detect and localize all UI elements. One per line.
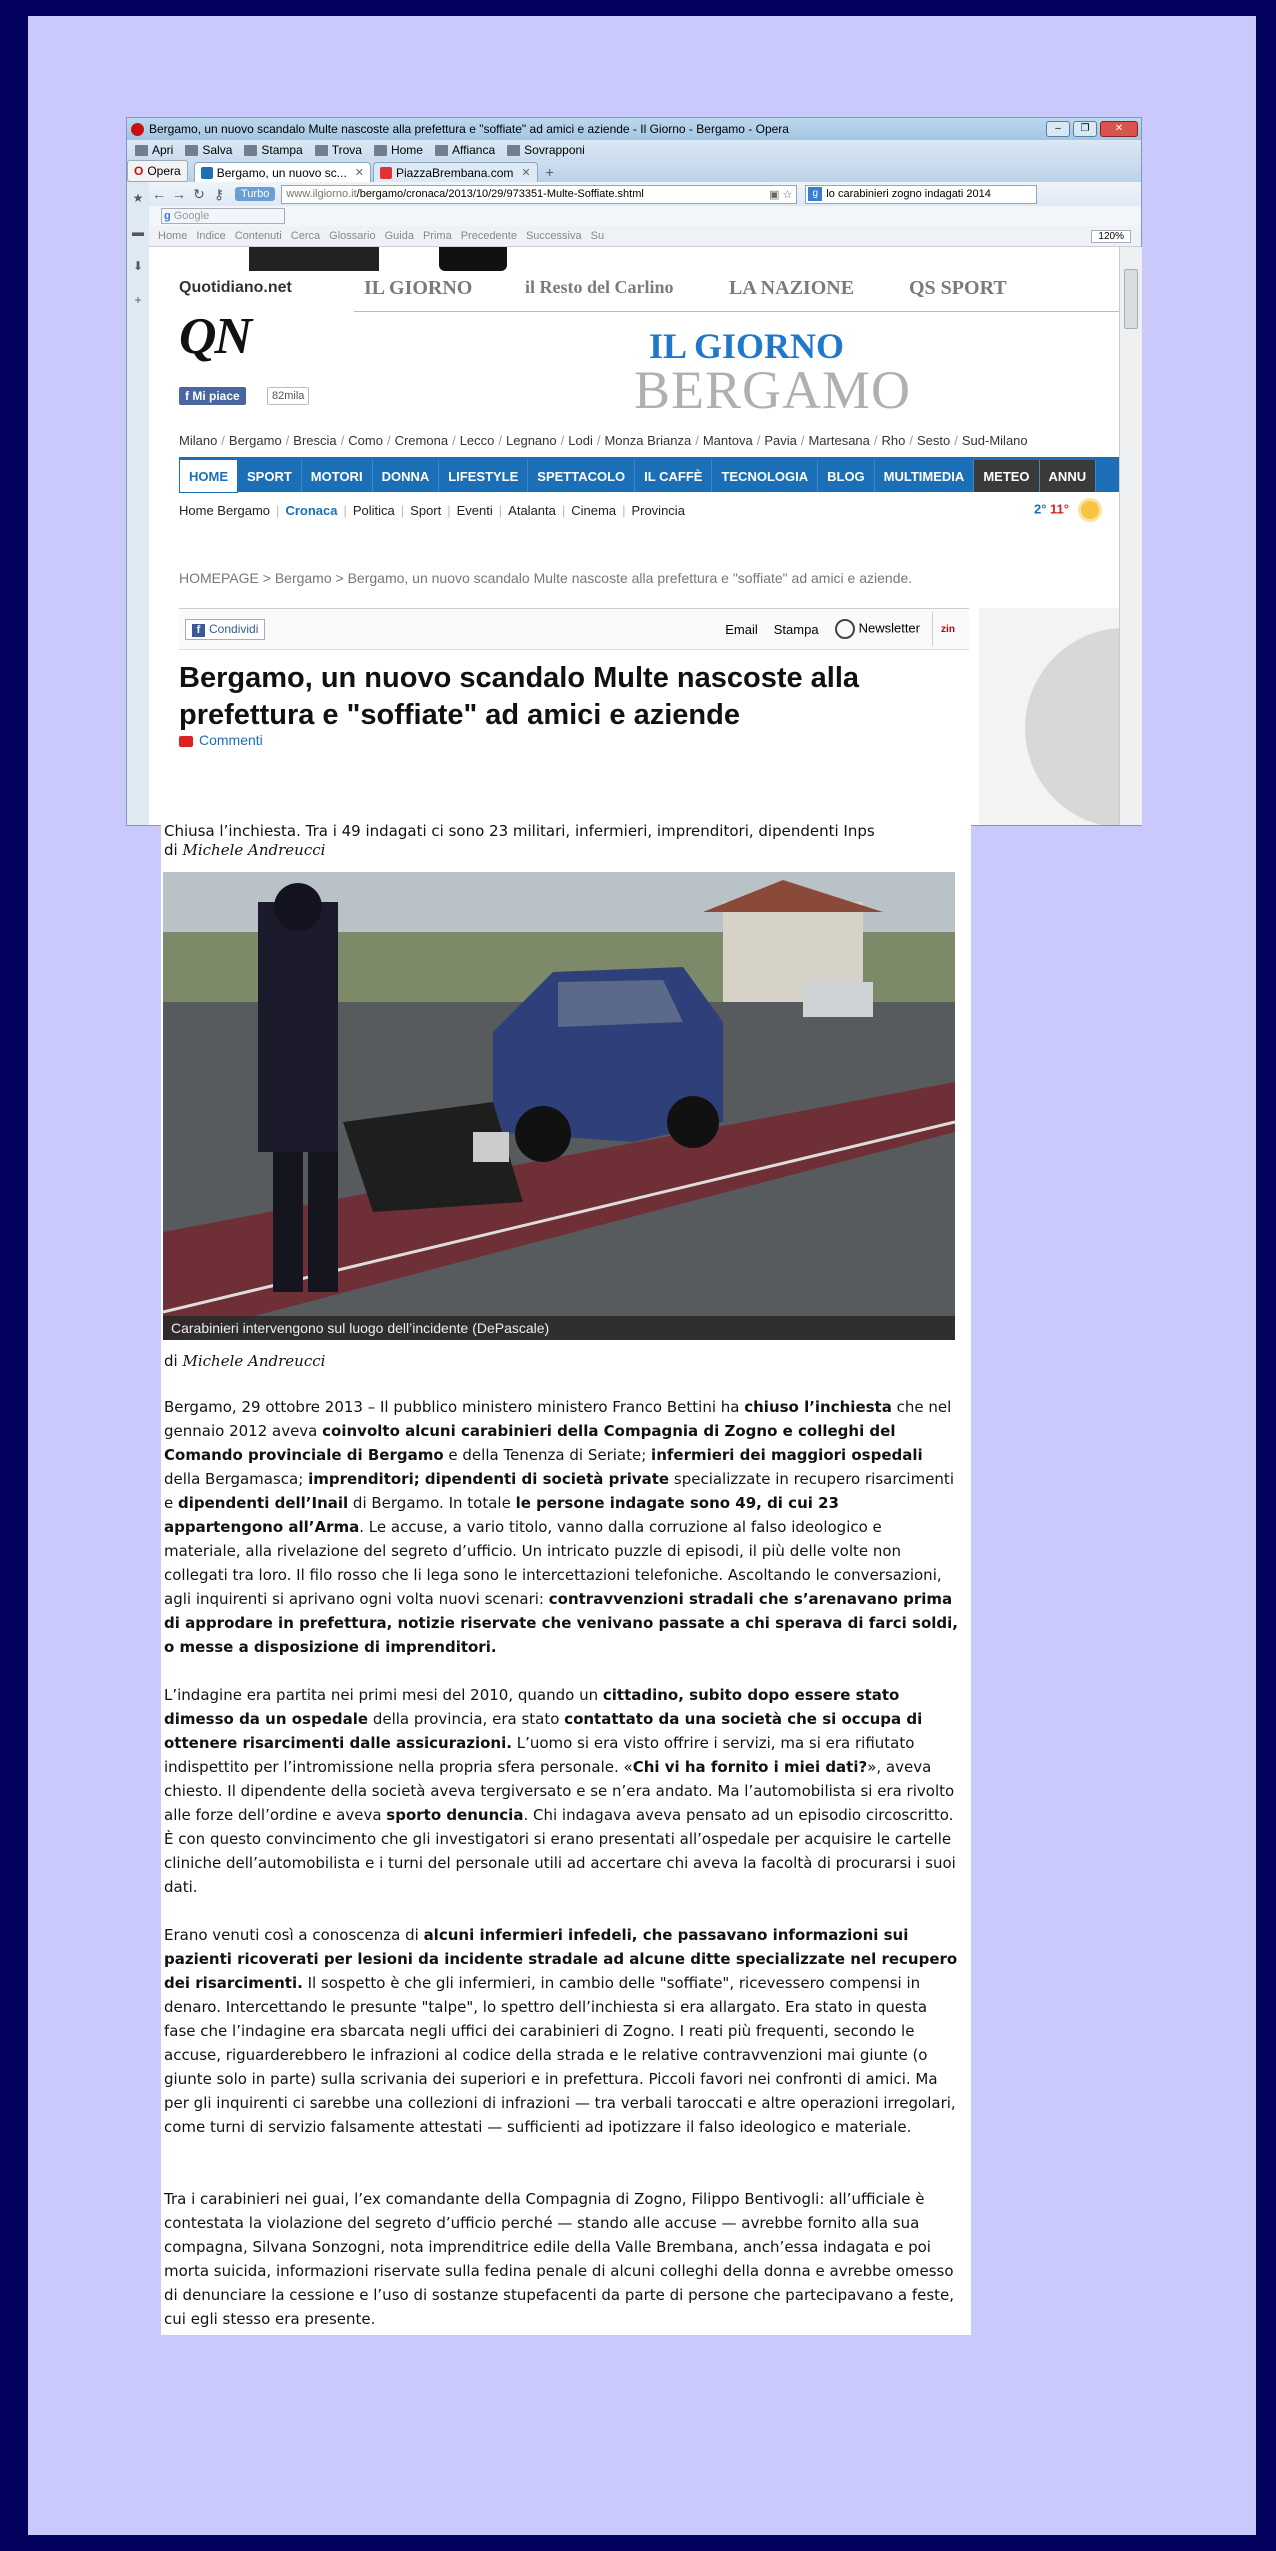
url-path: /bergamo/cronaca/2013/10/29/973351-Multe-Soffiate.shtml	[356, 188, 644, 200]
brand-nazione[interactable]: LA NAZIONE	[729, 277, 855, 299]
comments-link[interactable]	[179, 732, 263, 748]
subnav-cinema[interactable]: Cinema	[571, 502, 617, 518]
city-link[interactable]: Cremona	[394, 433, 449, 448]
breadcrumb[interactable]: HOMEPAGE > Bergamo > Bergamo, un nuovo scandalo Multe nascoste alla prefettura e "soffiate" ad amici e aziende.	[179, 570, 913, 586]
city-link[interactable]: Legnano	[506, 433, 557, 448]
navigation-links-bar	[149, 226, 1141, 247]
menu-label: Trova	[331, 143, 362, 157]
window-title: Bergamo, un nuovo scandalo Multe nascoste alla prefettura e "soffiate" ad amici e aziende - Il Giorno - Bergamo - Opera	[149, 122, 789, 136]
menu-apri[interactable]	[135, 143, 173, 157]
url-field[interactable]	[281, 185, 797, 204]
nav-link-home[interactable]: Home	[158, 230, 188, 242]
subnav-politica[interactable]: Politica	[352, 502, 395, 518]
text-run: che nel gennaio 2012 aveva	[164, 1398, 952, 1440]
reload-icon[interactable]: ↻	[193, 185, 205, 202]
share-button[interactable]	[185, 619, 265, 640]
google-g-icon: g	[164, 210, 171, 222]
facebook-like-button[interactable]	[179, 387, 246, 405]
title-bar	[127, 118, 1141, 140]
subnav-home-bergamo[interactable]: Home Bergamo	[179, 502, 271, 518]
like-label: Mi piace	[192, 389, 240, 403]
accident-scene-image	[163, 872, 955, 1340]
like-count: 82mila	[267, 387, 309, 405]
tile-icon	[435, 145, 448, 156]
page-viewport	[149, 247, 1119, 825]
search-value: lo carabinieri zogno indagati 2014	[826, 188, 991, 200]
tab-label: Bergamo, un nuovo sc...	[216, 165, 347, 180]
bold-text: contattato da una società che si occupa di ottenere risarcimenti dalle assicurazioni.	[164, 1710, 923, 1752]
tab-piazzabrembana[interactable]	[373, 162, 538, 182]
city-link[interactable]: Como	[348, 433, 383, 448]
nav-link-contenuti[interactable]: Contenuti	[234, 230, 282, 242]
menu-salva[interactable]	[185, 143, 232, 157]
masthead-divider	[354, 311, 1119, 312]
minimize-button[interactable]: –	[1046, 121, 1070, 137]
section-nav: Home Bergamo | Cronaca | Politica | Sport | Eventi | Atalanta | Cinema | Provincia 2° 11°	[179, 501, 1119, 519]
nav-meteo[interactable]: METEO	[974, 460, 1039, 492]
tab-bar	[127, 160, 1141, 182]
by-label: di	[164, 841, 178, 859]
city-link[interactable]: Brescia	[293, 433, 337, 448]
text-run: », aveva chiesto. Il dipendente della società aveva tergiversato e se n’era andato. Ma l’automobilista si era rivolto alle forze dell’ordine e aveva	[164, 1758, 955, 1824]
article-title: Bergamo, un nuovo scandalo Multe nascoste alla prefettura e "soffiate" ad amici e aziende	[179, 662, 860, 731]
piazzabrembana-favicon-icon	[380, 167, 392, 179]
city-link[interactable]: Monza Brianza	[604, 433, 692, 448]
zin-button[interactable]: zin	[932, 612, 963, 646]
brand-ilgiorno[interactable]: IL GIORNO	[364, 277, 473, 299]
quotidiano-logo[interactable]: Quotidiano.net	[179, 279, 292, 296]
subnav-cronaca[interactable]: Cronaca	[285, 502, 338, 518]
key-icon[interactable]: ⚷	[213, 185, 225, 202]
city-link[interactable]: Sud-Milano	[961, 433, 1028, 448]
folder-icon	[135, 145, 148, 156]
menu-label: Salva	[202, 143, 233, 157]
tab-close-icon[interactable]: ✕	[521, 167, 531, 179]
text-run: . Chi indagava aveva pensato ad un episodio circoscritto. È con questo convincimento che gli investigatori si erano presentati all’ospedale per acquisire le cartelle cliniche dell’automobilista e i turni del personale utili ad accertare chi aveva la facoltà di procurarsi i suoi dati.	[164, 1806, 956, 1896]
bold-text: le persone indagate sono 49, di cui 23 appartengono all’Arma	[164, 1494, 839, 1536]
main-nav	[179, 457, 1119, 492]
text-run: di Bergamo. In totale	[348, 1494, 516, 1512]
side-panel	[127, 182, 150, 825]
google-search-field[interactable]	[161, 208, 285, 224]
bold-text: imprenditori; dipendenti di società private	[308, 1470, 670, 1488]
cascade-icon	[507, 145, 520, 156]
address-bar	[149, 182, 1141, 206]
city-link[interactable]: Lecco	[459, 433, 495, 448]
newsletter-label: Newsletter	[858, 620, 920, 636]
weather-widget[interactable]	[1034, 501, 1099, 519]
byline	[164, 1352, 325, 1370]
opera-menu-button[interactable]	[127, 160, 188, 182]
ilgiorno-favicon-icon	[201, 167, 213, 179]
text-run: . Le accuse, a vario titolo, vanno dalla corruzione al falso ideologico e materiale, alla rivelazione del segreto d’ufficio. Un intricato puzzle di episodi, il più delle volte non collegati tra loro. Il filo rosso che li lega sono le intercettazioni telefoniche. Ascoltando le conversazioni, agli inquirenti si aprivano ogni volta nuovi scenari:	[164, 1518, 942, 1608]
city-link[interactable]: Milano	[179, 433, 218, 448]
comments-label: Commenti	[199, 732, 263, 748]
nav-link-su[interactable]: Su	[590, 230, 605, 242]
nav-link-prima[interactable]: Prima	[422, 230, 452, 242]
email-link[interactable]: Email	[725, 621, 758, 637]
text-run: L’uomo si era visto offrire i servizi, ma si era rifiutato indispettito per l’intromissione nella propria sfera personale. «	[164, 1734, 915, 1776]
menu-label: Apri	[152, 143, 174, 157]
brand-qssport[interactable]: QS SPORT	[909, 277, 1007, 299]
google-toolbar	[149, 206, 1141, 226]
menu-bar	[127, 140, 1141, 160]
bold-text: chiuso l’inchiesta	[744, 1398, 892, 1416]
by-label: di	[164, 1352, 178, 1370]
nav-link-indice[interactable]: Indice	[196, 230, 226, 242]
save-icon	[185, 145, 198, 156]
opera-o-icon: O	[134, 164, 144, 178]
cities-nav: Milano / Bergamo / Brescia / Como / Cremona / Lecco / Legnano / Lodi / Monza Brianza / Mantova / Pavia / Martesana / Rho / Sesto / Sud-Milano	[179, 433, 1028, 448]
bold-text: Chi vi ha fornito i miei dati?	[632, 1758, 868, 1776]
ad-graphic	[1025, 628, 1119, 825]
text-run: e della Tenenza di Seriate;	[443, 1446, 652, 1464]
paragraph-3	[164, 1923, 959, 2139]
menu-label: Home	[390, 143, 423, 157]
menu-label: Affianca	[451, 143, 496, 157]
top-banner-image	[439, 247, 507, 271]
menu-label: Stampa	[261, 143, 303, 157]
tab-close-icon[interactable]: ✕	[354, 167, 364, 179]
photo-caption: Carabinieri intervengono sul luogo dell’incidente (DePascale)	[163, 1316, 955, 1340]
bold-text: cittadino, subito dopo essere stato dimesso da un ospedale	[164, 1686, 900, 1728]
city-link[interactable]: Lodi	[568, 433, 593, 448]
lead-text: Chiusa l’inchiesta. Tra i 49 indagati ci sono 23 militari, infermieri, imprenditori, dipendenti Inps	[164, 822, 875, 840]
home-icon	[374, 145, 387, 156]
bookmark-star-icon[interactable]: ▣ ☆	[769, 188, 793, 201]
clock-icon	[835, 619, 855, 639]
opera-logo-icon	[131, 123, 144, 136]
top-banner-image	[249, 247, 379, 271]
forward-arrow-icon[interactable]: →	[172, 186, 186, 202]
restore-button[interactable]: ❐	[1073, 121, 1097, 137]
google-icon: g	[808, 187, 822, 201]
url-domain: www.ilgiorno.it	[286, 188, 357, 200]
share-label: Condividi	[209, 621, 259, 636]
text-run: L’indagine era partita nei primi mesi del 2010, quando un	[164, 1686, 603, 1704]
nav-spettacolo[interactable]: SPETTACOLO	[528, 460, 635, 492]
browser-window	[127, 118, 1141, 825]
menu-stampa[interactable]	[244, 143, 302, 157]
bold-text: sporto denuncia	[386, 1806, 524, 1824]
text-run: Tra i carabinieri nei guai, l’ex comandante della Compagnia di Zogno, Filippo Bentivogli: all’ufficiale è contestata la violazione del segreto d’ufficio perché — stando alle accuse — avrebbe fornito alla sua compagna, Silvana Sonzogni, nota imprenditrice edile della Valle Brembana, anch’essa indagata e poi morta suicida, informazioni riservate sulla fedina penale di alcuni colleghi della donna e avrebbe omesso di denunciare la cessione e l’uso di sostanze stupefacenti da parte di persone che partecipavano a feste, cui egli stesso era presente.	[164, 2190, 955, 2328]
bold-text: alcuni infermieri infedeli, che passavano informazioni sui pazienti ricoverati per lesioni da incidente stradale ad alcune ditte specializzate nel recupero dei risarcimenti.	[164, 1926, 958, 1992]
menu-trova[interactable]	[315, 143, 362, 157]
bold-text: coinvolto alcuni carabinieri della Compagnia di Zogno e colleghi del Comando provinciale di Bergamo	[164, 1422, 896, 1464]
text-run: della provincia, era stato	[368, 1710, 565, 1728]
city-link[interactable]: Rho	[881, 433, 906, 448]
text-run: Il sospetto è che gli infermieri, in cambio delle "soffiate", ricevessero compensi in denaro. Intercettando le presunte "talpe", lo spettro dell’inchiesta si era allargato. Era stato in questa fase che l’indagine era sbarcata negli uffici dei carabinieri di Zogno. I reati più frequenti, secondo le accuse, riguarderebbero le infrazioni al codice della strada e le relative contravvenzioni mai giunte (o giunte solo in parte) sulla scrivania dei superiori e in prefettura. Piccoli favori nei confronti di amici. Ma per gli inquirenti ci sarebbe una collezioni di infrazioni — tra verbali taroccati e altre operazioni irregolari, come turni di servizio falsamente attestati — sufficienti ad ipotizzare il falso ideologico e materiale.	[164, 1974, 956, 2136]
menu-affianca[interactable]	[435, 143, 495, 157]
bold-text: infermieri dei maggiori ospedali	[651, 1446, 923, 1464]
nav-link-glossario[interactable]: Glossario	[329, 230, 376, 242]
menu-sovrapponi[interactable]	[507, 143, 585, 157]
downloads-icon[interactable]: ⬇	[132, 259, 144, 273]
nav-ilcaffe[interactable]: IL CAFFÈ	[635, 460, 712, 492]
paragraph-1	[164, 1395, 959, 1659]
menu-label: Sovrapponi	[524, 143, 585, 157]
back-arrow-icon[interactable]: ←	[152, 186, 166, 202]
new-tab-button[interactable]: +	[545, 164, 554, 180]
search-input[interactable]	[805, 185, 1037, 204]
nav-tecnologia[interactable]: TECNOLOGIA	[712, 460, 818, 492]
newsletter-link[interactable]	[835, 619, 920, 639]
edition-title: BERGAMO	[634, 360, 912, 420]
subnav-sport[interactable]: Sport	[410, 502, 442, 518]
close-button[interactable]: ✕	[1100, 121, 1138, 137]
nav-multimedia[interactable]: MULTIMEDIA	[875, 460, 975, 492]
text-run: della Bergamasca;	[164, 1470, 309, 1488]
city-link[interactable]: Pavia	[764, 433, 797, 448]
paragraph-4	[164, 2187, 959, 2331]
nav-lifestyle[interactable]: LIFESTYLE	[439, 460, 528, 492]
vertical-scrollbar[interactable]	[1119, 247, 1142, 825]
google-placeholder: Google	[173, 210, 210, 222]
scrollbar-thumb[interactable]	[1124, 269, 1138, 329]
city-link[interactable]: Sesto	[917, 433, 951, 448]
tab-bergamo[interactable]	[194, 162, 371, 182]
nav-link-cerca[interactable]: Cerca	[290, 230, 321, 242]
nav-annunci[interactable]: ANNU	[1040, 460, 1097, 492]
subnav-atalanta[interactable]: Atalanta	[508, 502, 556, 518]
print-link[interactable]: Stampa	[773, 621, 819, 637]
facebook-f-icon: f	[185, 389, 193, 403]
article-lead	[164, 822, 924, 860]
city-link[interactable]: Martesana	[808, 433, 870, 448]
notes-icon[interactable]: ▬	[132, 225, 144, 239]
nav-home[interactable]: HOME	[179, 459, 238, 493]
add-panel-icon[interactable]: +	[134, 293, 142, 307]
author-name[interactable]: Michele Andreucci	[182, 841, 326, 859]
weather-low: 2°	[1033, 501, 1047, 517]
city-link[interactable]: Mantova	[702, 433, 753, 448]
print-icon	[244, 145, 257, 156]
article-photo[interactable]	[163, 872, 955, 1340]
search-icon	[315, 145, 328, 156]
side-ad	[979, 608, 1119, 825]
opera-label: Opera	[147, 164, 181, 178]
menu-home[interactable]	[374, 143, 423, 157]
subnav-eventi[interactable]: Eventi	[456, 502, 493, 518]
bold-text: dipendenti dell’Inail	[178, 1494, 349, 1512]
city-link[interactable]: Bergamo	[228, 433, 282, 448]
nav-link-precedente[interactable]: Precedente	[460, 230, 517, 242]
bold-text: contravvenzioni stradali che s’arenavano prima di approdare in prefettura, notizie riservate che venivano passate a chi sperava di farci soldi, o messe a disposizione di imprenditori.	[164, 1590, 958, 1656]
nav-blog[interactable]: BLOG	[818, 460, 875, 492]
brand-carlino[interactable]: il Resto del Carlino	[525, 277, 674, 297]
nav-motori[interactable]: MOTORI	[302, 460, 373, 492]
text-run: Erano venuti così a conoscenza di	[164, 1926, 424, 1944]
nav-sport[interactable]: SPORT	[238, 460, 302, 492]
zoom-selector[interactable]: 120%	[1091, 230, 1131, 243]
weather-high: 11°	[1050, 501, 1069, 517]
article-body	[161, 822, 971, 2335]
qn-logo[interactable]: QN	[179, 308, 251, 365]
subnav-provincia[interactable]: Provincia	[631, 502, 685, 518]
tab-label: PiazzaBrembana.com	[396, 165, 514, 180]
nav-donna[interactable]: DONNA	[373, 460, 440, 492]
sun-icon	[1081, 501, 1099, 519]
text-run: Bergamo, 29 ottobre 2013 – Il pubblico ministero ministero Franco Bettini ha	[164, 1398, 745, 1416]
comments-icon	[179, 736, 193, 747]
author-name[interactable]: Michele Andreucci	[182, 1352, 326, 1370]
facebook-icon: f	[192, 624, 205, 637]
nav-link-successiva[interactable]: Successiva	[525, 230, 582, 242]
paragraph-2	[164, 1683, 959, 1899]
turbo-button[interactable]: Turbo	[235, 187, 275, 201]
text-run: specializzate in recupero risarcimenti e	[164, 1470, 954, 1512]
nav-link-guida[interactable]: Guida	[384, 230, 414, 242]
ilgiorno-logo[interactable]: IL GIORNO	[649, 326, 845, 366]
share-bar	[179, 608, 969, 650]
bookmarks-star-icon[interactable]: ★	[132, 191, 144, 205]
